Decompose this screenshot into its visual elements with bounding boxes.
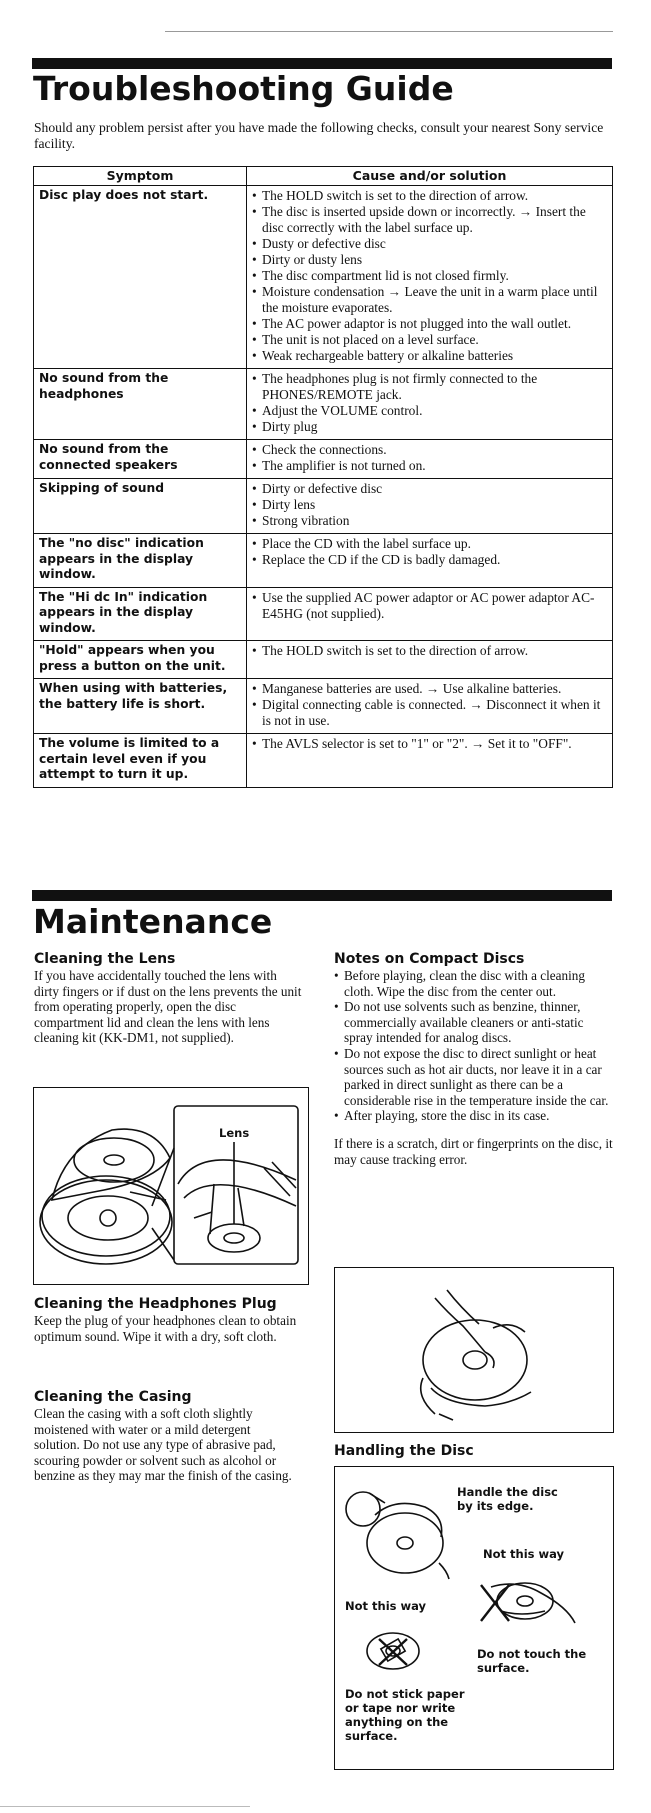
bottom-hairline	[0, 1806, 250, 1807]
cause-list	[252, 371, 607, 435]
top-hairline	[165, 31, 613, 32]
symptom-cell: "Hold" appears when you press a button on the unit.	[34, 641, 247, 679]
cause-item: • The AVLS selector is set to "1" or "2". → Set it to "OFF".	[252, 736, 607, 752]
cause-item: • The HOLD switch is set to the direction of arrow.	[252, 643, 607, 659]
cleaning-plug-body: Keep the plug of your headphones clean to obtain optimum sound. Wipe it with a dry, soft cloth.	[34, 1313, 297, 1344]
cause-item: • Place the CD with the label surface up.	[252, 536, 607, 552]
symptom-cell: Skipping of sound	[34, 479, 247, 534]
cause-cell	[247, 641, 613, 679]
notes-after: If there is a scratch, dirt or fingerprints on the disc, it may cause tracking error.	[334, 1135, 613, 1167]
symptom-cell: Disc play does not start.	[34, 186, 247, 369]
table-row	[34, 479, 613, 534]
cause-item: • Dirty lens	[252, 497, 607, 513]
label-not-this-way-right: Not this way	[483, 1547, 565, 1561]
cause-item: • The amplifier is not turned on.	[252, 458, 607, 474]
cause-cell	[247, 734, 613, 788]
cause-list	[252, 188, 607, 364]
handling-section	[334, 1442, 614, 1460]
note-item: • After playing, store the disc in its case.	[334, 1108, 614, 1124]
cause-item: • Dirty or dusty lens	[252, 252, 607, 268]
notes-list	[334, 968, 614, 1124]
cleaning-casing-body: Clean the casing with a soft cloth slightly moistened with water or a mild detergent solution. Do not use any type of abrasive pad, scouring powder or solvent such as alcohol or benzine as they may mar the finish of the casing.	[34, 1406, 292, 1484]
cause-item: • Use the supplied AC power adaptor or AC power adaptor AC-E45HG (not supplied).	[252, 590, 607, 622]
cause-list	[252, 442, 607, 474]
symptom-header: Symptom	[34, 167, 247, 186]
troubleshooting-table	[33, 166, 613, 788]
symptom-cell: The "Hi dc In" indication appears in the display window.	[34, 587, 247, 641]
wipe-disc-illustration	[335, 1268, 613, 1432]
cause-list	[252, 643, 607, 659]
cd-player-lens-illustration	[34, 1088, 308, 1284]
cause-cell	[247, 440, 613, 479]
cause-item: • Moisture condensation → Leave the unit in a warm place until the moisture evaporates.	[252, 284, 607, 316]
cause-cell	[247, 587, 613, 641]
cause-item: • Digital connecting cable is connected. → Disconnect it when it is not in use.	[252, 697, 607, 729]
table-header-row	[34, 167, 613, 186]
cause-cell	[247, 679, 613, 734]
cause-cell	[247, 479, 613, 534]
table-row	[34, 734, 613, 788]
maintenance-title: Maintenance	[33, 902, 273, 941]
cause-item: • Dusty or defective disc	[252, 236, 607, 252]
lens-figure	[33, 1087, 309, 1285]
table-row	[34, 587, 613, 641]
cause-item: • The unit is not placed on a level surface.	[252, 332, 607, 348]
cleaning-casing-heading: Cleaning the Casing	[34, 1389, 192, 1405]
section-rule-maintenance	[32, 890, 612, 901]
cause-item: • The disc is inserted upside down or incorrectly. → Insert the disc correctly with the label surface up.	[252, 204, 607, 236]
cause-item: • The AC power adaptor is not plugged into the wall outlet.	[252, 316, 607, 332]
symptom-cell: The "no disc" indication appears in the display window.	[34, 534, 247, 588]
cause-list	[252, 681, 607, 729]
cause-cell	[247, 534, 613, 588]
cause-item: • Manganese batteries are used. → Use alkaline batteries.	[252, 681, 607, 697]
cleaning-casing-section	[34, 1388, 294, 1484]
handling-heading: Handling the Disc	[334, 1443, 474, 1459]
cause-list	[252, 736, 607, 752]
cause-cell	[247, 369, 613, 440]
symptom-cell: No sound from the headphones	[34, 369, 247, 440]
cause-item: • Replace the CD if the CD is badly damaged.	[252, 552, 607, 568]
troubleshooting-intro: Should any problem persist after you have made the following checks, consult your nearest Sony service facility.	[34, 120, 604, 151]
cause-list	[252, 590, 607, 622]
cause-list	[252, 481, 607, 529]
cause-cell	[247, 186, 613, 369]
symptom-cell: The volume is limited to a certain level even if you attempt to turn it up.	[34, 734, 247, 788]
note-item: • Do not use solvents such as benzine, thinner, commercially available cleaners or anti-static spray intended for analog discs.	[334, 999, 614, 1046]
cause-item: • Check the connections.	[252, 442, 607, 458]
table-row	[34, 641, 613, 679]
cleaning-lens-heading: Cleaning the Lens	[34, 951, 176, 967]
cause-item: • The disc compartment lid is not closed firmly.	[252, 268, 607, 284]
notes-heading: Notes on Compact Discs	[334, 951, 525, 967]
cause-item: • Adjust the VOLUME control.	[252, 403, 607, 419]
symptom-cell: No sound from the connected speakers	[34, 440, 247, 479]
label-do-not-touch: Do not touch the surface.	[477, 1647, 587, 1675]
table-row	[34, 440, 613, 479]
cause-item: • Dirty or defective disc	[252, 481, 607, 497]
cause-header: Cause and/or solution	[247, 167, 613, 186]
cause-item: • Strong vibration	[252, 513, 607, 529]
cause-item: • Dirty plug	[252, 419, 607, 435]
symptom-cell: When using with batteries, the battery life is short.	[34, 679, 247, 734]
table-row	[34, 679, 613, 734]
label-do-not-stick: Do not stick paper or tape nor write anything on the surface.	[345, 1687, 465, 1743]
table-row	[34, 369, 613, 440]
handling-figure	[334, 1466, 614, 1770]
table-body	[34, 186, 613, 788]
cause-list	[252, 536, 607, 568]
label-handle-edge: Handle the disc by its edge.	[457, 1485, 558, 1513]
cause-item: • The HOLD switch is set to the direction of arrow.	[252, 188, 607, 204]
lens-label: Lens	[219, 1126, 250, 1140]
table-row	[34, 186, 613, 369]
note-item: • Do not expose the disc to direct sunlight or heat sources such as hot air ducts, nor leave it in a car parked in direct sunlight as there can be a considerable rise in the temperature inside the car.	[334, 1046, 614, 1108]
table-row	[34, 534, 613, 588]
notes-section	[334, 950, 614, 1167]
note-item: • Before playing, clean the disc with a cleaning cloth. Wipe the disc from the center out.	[334, 968, 614, 999]
cleaning-plug-heading: Cleaning the Headphones Plug	[34, 1296, 277, 1312]
troubleshooting-title: Troubleshooting Guide	[33, 69, 454, 108]
cleaning-lens-section	[34, 950, 304, 1046]
cleaning-lens-body: If you have accidentally touched the lens with dirty fingers or if dust on the lens prevents the unit from operating properly, open the disc compartment lid and clean the lens with lens cleaning kit (KK-DM1, not supplied).	[34, 968, 302, 1046]
wipe-disc-figure	[334, 1267, 614, 1433]
cleaning-plug-section	[34, 1295, 304, 1344]
cause-item: • Weak rechargeable battery or alkaline batteries	[252, 348, 607, 364]
section-rule-top	[32, 58, 612, 69]
label-not-this-way-left: Not this way	[345, 1599, 427, 1613]
cause-item: • The headphones plug is not firmly connected to the PHONES/REMOTE jack.	[252, 371, 607, 403]
